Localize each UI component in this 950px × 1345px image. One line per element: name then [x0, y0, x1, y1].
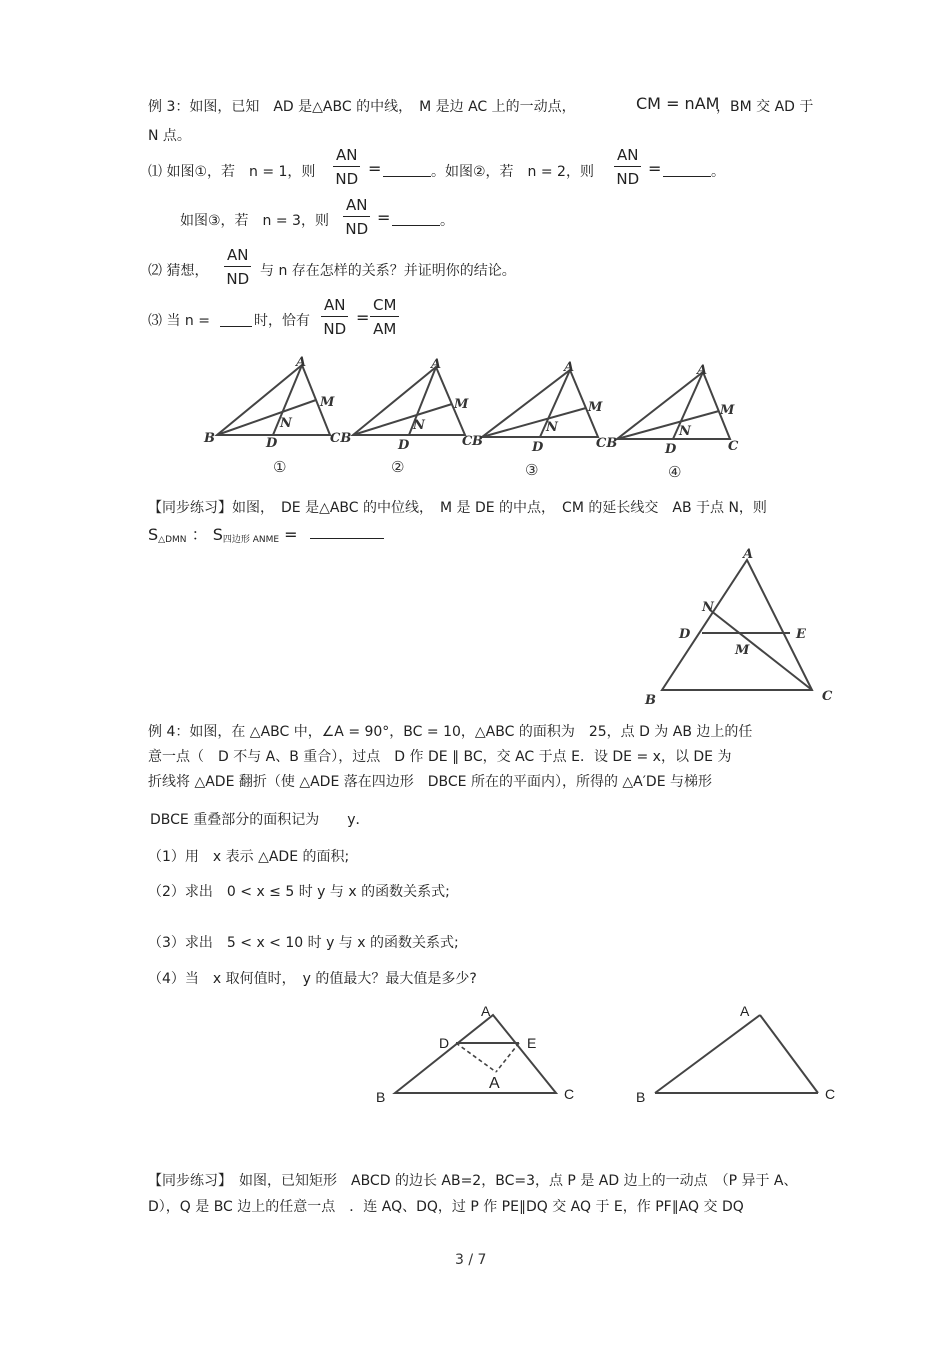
practice2-line1: 【同步练习】 如图，已知矩形 ABCD 的边长 AB=2，BC=3，点 P 是 AD 边上的一动点 （P 异于 A、	[148, 1173, 798, 1189]
s-symbol: S	[212, 525, 223, 544]
fraction-cm-am	[370, 296, 399, 338]
ex4-line1: 例 4：如图，在 △ABC 中，∠A = 90°，BC = 10，△ABC 的面积为 25，点 D 为 AB 边上的任	[148, 724, 753, 740]
ex3-q3-b: 时，恰有	[254, 313, 310, 329]
pt-A: A	[740, 1003, 750, 1019]
pt-M: M	[588, 400, 603, 415]
frac-numerator: AN	[614, 146, 641, 167]
pt-M: M	[735, 643, 750, 658]
pt-A: A	[743, 547, 754, 562]
frac-numerator: CM	[370, 296, 399, 317]
pt-C: C	[822, 689, 833, 704]
pt-B: B	[645, 693, 656, 708]
frac-numerator: AN	[343, 196, 370, 217]
eq-sign: =	[377, 208, 391, 227]
ex3-q1-c: 如图③，若 n = 3，则	[180, 213, 329, 229]
answer-blank[interactable]	[663, 162, 711, 177]
practice2-line2: D），Q 是 BC 边上的任意一点 ．连 AQ、DQ，过 P 作 PE∥DQ 交 AQ 于 E，作 PF∥AQ 交 DQ	[148, 1199, 744, 1215]
eq-sign: =	[356, 308, 370, 327]
frac-numerator: AN	[333, 146, 360, 167]
answer-blank[interactable]	[220, 312, 252, 327]
s-symbol: S	[148, 525, 159, 544]
ex3-figures	[200, 350, 760, 480]
pt-D: D	[398, 438, 410, 453]
frac-denominator: AM	[373, 320, 397, 338]
answer-blank[interactable]	[392, 211, 440, 226]
s-subscript-dmn: △DMN	[158, 535, 187, 545]
practice1-ratio	[148, 522, 298, 545]
ex3-line2: N 点。	[148, 128, 191, 144]
pt-C: C	[825, 1086, 836, 1102]
eq-sign: =	[284, 525, 298, 544]
ex4-line3: 折线将 △ADE 翻折（使 △ADE 落在四边形 DBCE 所在的平面内），所得的 △A′DE 与梯形	[148, 774, 712, 790]
pt-C: C	[462, 434, 473, 449]
pt-M: M	[320, 395, 335, 410]
page-number: 3 / 7	[455, 1252, 487, 1268]
frac-denominator: ND	[335, 170, 359, 188]
eq-sign: =	[368, 159, 382, 178]
pt-N: N	[679, 424, 691, 439]
ex4-line2: 意一点（ D 不与 A、B 重合），过点 D 作 DE ∥ BC，交 AC 于点 E．设 DE = x，以 DE 为	[148, 749, 732, 765]
ex4-q2: （2）求出 0 < x ≤ 5 时 y 与 x 的函数关系式;	[148, 884, 450, 900]
ex3-q2-b: 与 n 存在怎样的关系？并证明你的结论。	[260, 263, 516, 279]
ex3-q1-b: 。如图②，若 n = 2，则	[431, 164, 594, 180]
pt-A: A	[697, 363, 708, 378]
frac-numerator: AN	[224, 246, 251, 267]
practice1-figure	[630, 545, 850, 710]
end-dot: 。	[440, 213, 454, 229]
ex4-q4: （4）当 x 取何值时， y 的值最大？最大值是多少?	[148, 971, 477, 987]
ex4-q1: （1）用 x 表示 △ADE 的面积;	[148, 849, 350, 865]
fraction-an-nd-3	[343, 196, 370, 238]
ex4-line4: DBCE 重叠部分的面积记为 y．	[150, 812, 370, 828]
pt-D: D	[665, 442, 677, 457]
ex3-cm-eq: CM = nAM	[636, 94, 720, 113]
pt-D: D	[439, 1035, 450, 1051]
fraction-an-nd-2	[614, 146, 641, 188]
pt-CB: CB	[596, 436, 618, 451]
pt-D: D	[266, 436, 278, 451]
ex4-figures	[370, 1000, 850, 1110]
pt-A: A	[296, 355, 307, 370]
ex3-q3-a: ⑶ 当 n =	[148, 313, 210, 329]
frac-denominator: ND	[226, 270, 250, 288]
pt-C: C	[728, 439, 739, 454]
pt-N: N	[413, 418, 425, 433]
pt-A: A	[564, 360, 575, 375]
ex4-q3: （3）求出 5 < x < 10 时 y 与 x 的函数关系式;	[148, 935, 459, 951]
pt-M: M	[720, 403, 735, 418]
pt-A: A	[481, 1003, 491, 1019]
fraction-an-nd-5	[321, 296, 348, 338]
answer-blank[interactable]	[310, 524, 384, 539]
pt-N: N	[546, 420, 558, 435]
pt-E: E	[527, 1035, 537, 1051]
pt-A-prime: A	[489, 1075, 500, 1092]
pt-N: N	[280, 416, 292, 431]
colon: ：	[191, 525, 208, 544]
pt-A: A	[431, 357, 442, 372]
eq-sign: =	[648, 159, 662, 178]
practice1-line1: 【同步练习】如图， DE 是△ABC 的中位线， M 是 DE 的中点， CM 的延长线交 AB 于点 N，则	[148, 500, 767, 516]
pt-N: N	[702, 600, 714, 615]
pt-B: B	[636, 1089, 646, 1105]
fraction-an-nd-4	[224, 246, 251, 288]
pt-B: B	[376, 1089, 386, 1105]
pt-CB: CB	[330, 431, 352, 446]
frac-numerator: AN	[321, 296, 348, 317]
pt-E: E	[796, 627, 806, 642]
fig-label-3: ③	[525, 462, 539, 479]
pt-B: B	[204, 431, 215, 446]
pt-C: C	[564, 1086, 575, 1102]
ex3-q2-a: ⑵ 猜想，	[148, 263, 209, 279]
fig-label-2: ②	[391, 459, 405, 476]
ex3-q1-a: ⑴ 如图①，若 n = 1，则	[148, 164, 316, 180]
fraction-an-nd-1	[333, 146, 360, 188]
ex3-line1-tail: ，BM 交 AD 于	[716, 99, 814, 115]
pt-B: B	[472, 434, 483, 449]
pt-M: M	[454, 397, 469, 412]
frac-denominator: ND	[616, 170, 640, 188]
fig-label-1: ①	[273, 459, 287, 476]
frac-denominator: ND	[345, 220, 369, 238]
s-subscript-anme: 四边形 ANME	[222, 535, 280, 545]
pt-D: D	[679, 627, 691, 642]
end-dot: 。	[711, 164, 725, 180]
pt-D: D	[532, 440, 544, 455]
fig-label-4: ④	[668, 464, 682, 480]
ex3-line1: 例 3：如图，已知 AD 是△ABC 的中线， M 是边 AC 上的一动点，	[148, 99, 576, 115]
frac-denominator: ND	[323, 320, 347, 338]
answer-blank[interactable]	[383, 162, 431, 177]
